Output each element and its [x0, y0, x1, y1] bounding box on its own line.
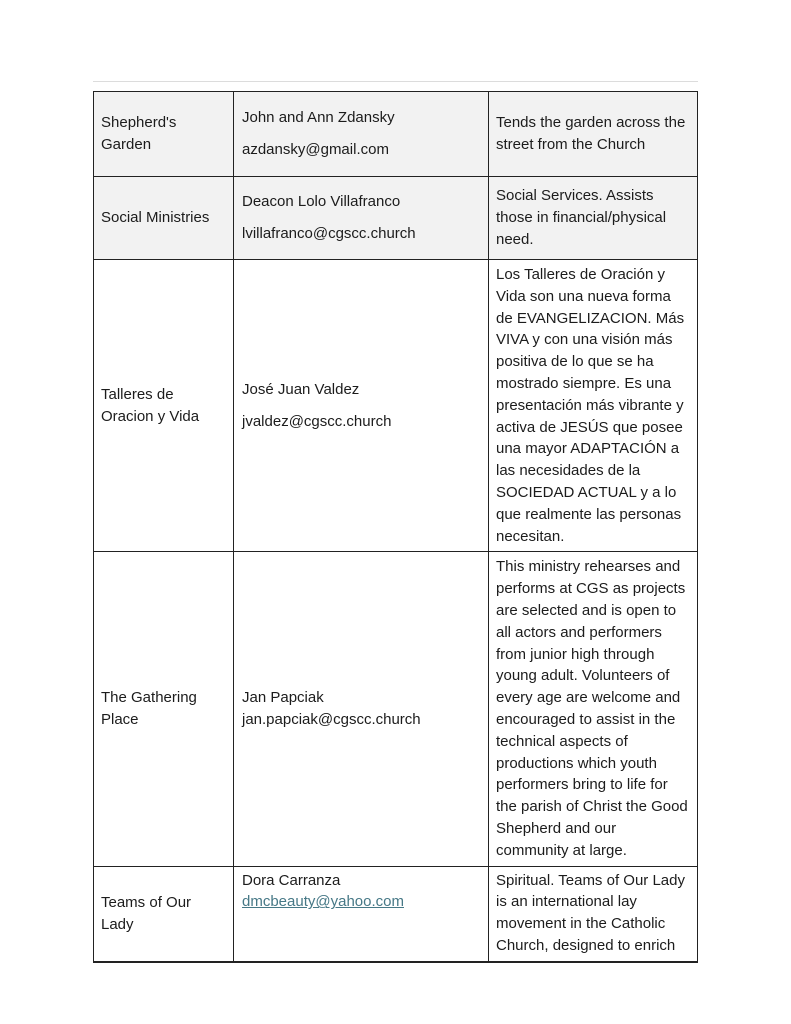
description-cell: [489, 866, 698, 962]
table-row-gathering-place: [94, 552, 698, 866]
contact-cell: [234, 866, 489, 962]
contact-email: jan.papciak@cgscc.church: [242, 710, 421, 728]
ministry-name: Teams of Our Lady: [101, 893, 192, 933]
table-row-shepherds-garden: [94, 92, 698, 177]
ministry-description: Tends the garden across the street from the Church: [496, 114, 686, 153]
description-cell: [489, 177, 698, 260]
description-cell: [489, 92, 698, 177]
ministry-name-cell: [94, 92, 234, 177]
email-link[interactable]: dmcbeauty@yahoo.com: [242, 893, 404, 911]
contact-name: Dora Carranza: [242, 871, 341, 889]
ministries-table: [93, 91, 698, 963]
ministry-description: Spiritual. Teams of Our Lady is an international lay movement in the Catholic Church, designed to enrich: [496, 871, 685, 954]
description-cell: [489, 552, 698, 866]
description-cell: [489, 260, 698, 552]
contact-cell: [234, 260, 489, 552]
page-break-artifact-line: [93, 81, 698, 82]
contact-email: lvillafranco@cgscc.church: [242, 225, 416, 242]
ministry-name-cell: [94, 552, 234, 866]
contact-email-link-wrap: [242, 891, 480, 913]
ministry-description: Social Services. Assists those in financial/physical need.: [496, 187, 667, 248]
ministry-name: The Gathering Place: [101, 689, 197, 728]
ministry-description: Los Talleres de Oración y Vida son una nueva forma de EVANGELIZACION. Más VIVA y con una visión más positiva de lo que se ha mostrado siempre. Es una presentación más vibrante y activa de JESÚS que posee una mayor ADAPTACIÓN a las necesidades de la SOCIEDAD ACTUAL y a lo que realmente las personas necesitan.: [496, 266, 685, 545]
contact-email: azdansky@gmail.com: [242, 141, 389, 158]
ministry-name: Social Ministries: [101, 209, 210, 227]
contact-cell: [234, 92, 489, 177]
contact-name: José Juan Valdez: [242, 380, 360, 398]
contact-name: Jan Papciak: [242, 689, 324, 707]
contact-name: Deacon Lolo Villafranco: [242, 193, 401, 211]
ministry-description: This ministry rehearses and performs at CGS as projects are selected and is open to all actors and performers from junior high through young adult. Volunteers of every age are welcome and encouraged to assist in the technical aspects of productions which youth performers bring to life for the parish of Christ the Good Shepherd and our community at large.: [496, 558, 688, 859]
table-row-social-ministries: [94, 177, 698, 260]
table-row-talleres-de-oracion: [94, 260, 698, 552]
table-row-teams-of-our-lady: [94, 866, 698, 962]
contact-cell: [234, 552, 489, 866]
ministry-name: Shepherd's Garden: [101, 114, 177, 153]
ministry-name-cell: [94, 177, 234, 260]
ministry-name-cell: [94, 260, 234, 552]
contact-cell: [234, 177, 489, 260]
contact-email: jvaldez@cgscc.church: [242, 412, 392, 430]
ministry-name-cell: [94, 866, 234, 962]
ministry-name: Talleres de Oracion y Vida: [101, 385, 200, 425]
contact-name: John and Ann Zdansky: [242, 109, 395, 127]
